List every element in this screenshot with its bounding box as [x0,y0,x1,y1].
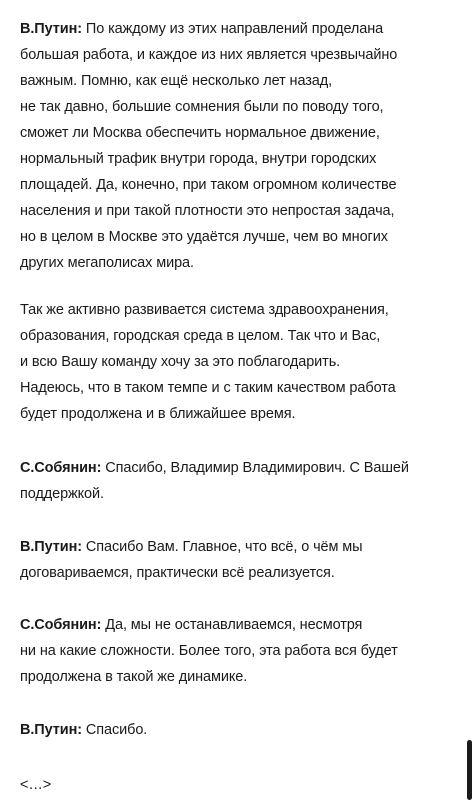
text-line: договариваемся, практически всё реализуется. [20,565,335,581]
speaker-name: С.Собянин: [20,460,102,476]
text-line: нормальный трафик внутри города, внутри городских [20,151,377,167]
paragraph-sobyanin-2 [20,612,398,690]
text-line: В.Путин: По каждому из этих направлений проделана [20,21,384,37]
text-line: и всю Вашу команду хочу за это поблагодарить. [20,354,341,370]
speaker-name: С.Собянин: [20,617,102,633]
paragraph-putin-3 [20,534,363,586]
text-line: В.Путин: Спасибо. [20,722,148,738]
text-line: ни на какие сложности. Более того, эта работа вся будет [20,643,398,659]
text-line: Надеюсь, что в таком темпе и с таким качеством работа [20,380,396,396]
text-line: Так же активно развивается система здравоохранения, [20,302,389,318]
text-line: других мегаполисах мира. [20,255,194,271]
text-line: С.Собянин: Спасибо, Владимир Владимирович. С Вашей [20,460,409,476]
text-line: продолжена в такой же динамике. [20,669,248,685]
text-line: В.Путин: Спасибо Вам. Главное, что всё, о чём мы [20,539,363,555]
paragraph-putin-4 [20,717,147,743]
text-line: сможет ли Москва обеспечить нормальное движение, [20,125,380,141]
text-line: площадей. Да, конечно, при таком огромном количестве [20,177,397,193]
text-line: будет продолжена и в ближайшее время. [20,406,296,422]
paragraph-sobyanin-1 [20,455,409,507]
speaker-name: В.Путин: [20,21,82,37]
paragraph-putin-1 [20,16,397,276]
text-line: поддержкой. [20,486,104,502]
text-line: важным. Помню, как ещё несколько лет назад, [20,73,333,89]
paragraph-putin-2 [20,297,396,427]
scrollbar-thumb[interactable] [467,740,472,800]
omission-marker: <…> [20,777,52,793]
text-line: С.Собянин: Да, мы не останавливаемся, несмотря [20,617,363,633]
paragraph-ellipsis [20,772,51,798]
text-line: но в целом в Москве это удаётся лучше, чем во многих [20,229,388,245]
text-line: не так давно, большие сомнения были по поводу того, [20,99,384,115]
speaker-name: В.Путин: [20,539,82,555]
speaker-name: В.Путин: [20,722,82,738]
text-line: большая работа, и каждое из них является чрезвычайно [20,47,398,63]
text-line: населения и при такой плотности это непростая задача, [20,203,395,219]
text-line: образования, городская среда в целом. Так что и Вас, [20,328,381,344]
